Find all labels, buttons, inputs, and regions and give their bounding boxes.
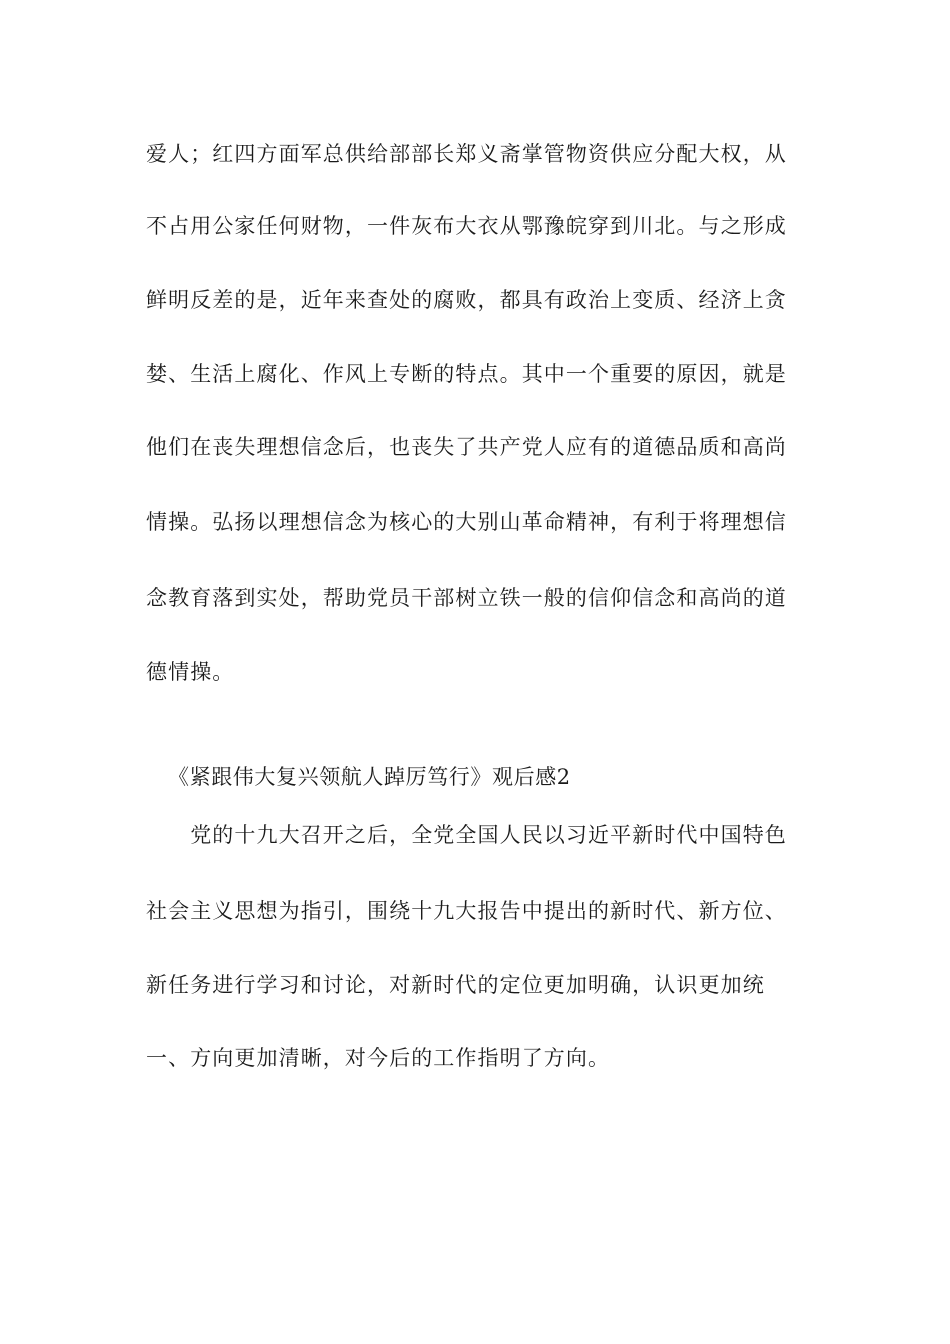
paragraph-line: 新任务进行学习和讨论，对新时代的定位更加明确，认识更加统 [146,973,765,997]
paragraph-line: 不占用公家任何财物，一件灰布大衣从鄂豫皖穿到川北。与之形成 [146,214,787,238]
paragraph-line: 爱人；红四方面军总供给部部长郑义斋掌管物资供应分配大权，从 [146,142,787,166]
paragraph-line: 他们在丧失理想信念后，也丧失了共产党人应有的道德品质和高尚 [146,435,787,459]
paragraph-line: 一、方向更加清晰，对今后的工作指明了方向。 [146,1046,611,1070]
paragraph-line: 鲜明反差的是，近年来查处的腐败，都具有政治上变质、经济上贪 [146,288,787,312]
paragraph-line: 情操。弘扬以理想信念为核心的大别山革命精神，有利于将理想信 [146,510,787,534]
paragraph-line: 念教育落到实处，帮助党员干部树立铁一般的信仰信念和高尚的道 [146,586,787,610]
paragraph-line: 党的十九大召开之后，全党全国人民以习近平新时代中国特色 [146,823,787,847]
paragraph-line: 德情操。 [146,660,235,684]
paragraph-line: 婪、生活上腐化、作风上专断的特点。其中一个重要的原因，就是 [146,362,787,386]
section-title: 《紧跟伟大复兴领航人踔厉笃行》观后感2 [168,765,571,789]
paragraph-line: 社会主义思想为指引，围绕十九大报告中提出的新时代、新方位、 [146,899,787,923]
